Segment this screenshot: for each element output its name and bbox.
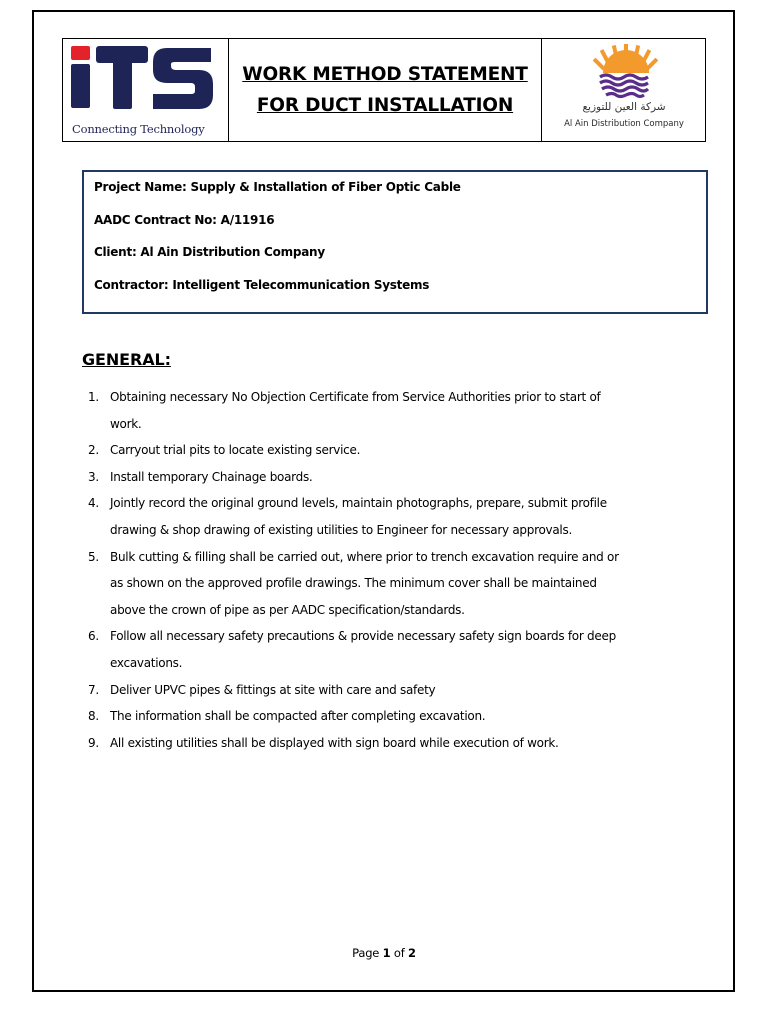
list-item bbox=[82, 437, 682, 464]
aadc-sun-icon bbox=[542, 39, 706, 101]
list-item-number: 5. bbox=[88, 549, 99, 564]
list-item bbox=[82, 730, 682, 757]
list-item-number: 4. bbox=[88, 496, 99, 511]
list-item-continuation bbox=[82, 597, 682, 624]
list-item-continuation bbox=[82, 411, 682, 438]
document-title-line2: FOR DUCT INSTALLATION bbox=[256, 95, 514, 116]
list-item-number: 1. bbox=[88, 390, 99, 404]
list-item-number: 7. bbox=[88, 682, 99, 697]
aadc-arabic-name: شركة العين للتوزيع bbox=[582, 101, 666, 113]
list-item-text: as shown on the approved profile drawings. The minimum cover shall be maintained bbox=[110, 576, 597, 591]
list-item bbox=[82, 544, 682, 571]
list-item-text: above the crown of pipe as per AADC specification/standards. bbox=[110, 602, 465, 617]
contractor-name: Contractor: Intelligent Telecommunication Systems bbox=[94, 277, 430, 292]
its-logo bbox=[63, 39, 229, 141]
list-item-number: 6. bbox=[88, 629, 99, 644]
list-item-number bbox=[82, 597, 110, 624]
list-item-continuation bbox=[82, 570, 682, 597]
document-header bbox=[62, 38, 706, 142]
list-item-continuation bbox=[82, 517, 682, 544]
list-item-text: excavations. bbox=[110, 655, 183, 670]
aadc-english-name: Al Ain Distribution Company bbox=[564, 119, 684, 129]
list-item-number bbox=[82, 570, 110, 597]
list-item-text: Obtaining necessary No Objection Certificate from Service Authorities prior to start of bbox=[110, 390, 601, 404]
list-item-text: Install temporary Chainage boards. bbox=[110, 469, 313, 484]
list-item-text: Jointly record the original ground levels, maintain photographs, prepare, submit profile bbox=[110, 496, 607, 511]
header-title-cell bbox=[229, 39, 542, 141]
list-item-number bbox=[82, 411, 110, 438]
page-footer bbox=[0, 946, 768, 960]
list-item bbox=[82, 703, 682, 730]
list-item bbox=[82, 490, 682, 517]
list-item bbox=[82, 677, 682, 704]
general-heading: GENERAL: bbox=[82, 350, 171, 369]
list-item-continuation bbox=[82, 650, 682, 677]
project-name: Project Name: Supply & Installation of Fiber Optic Cable bbox=[94, 180, 461, 194]
list-item-text: work. bbox=[110, 416, 142, 431]
contract-number: AADC Contract No: A/11916 bbox=[94, 212, 275, 227]
list-item-number: 2. bbox=[88, 443, 99, 458]
list-item-text: Follow all necessary safety precautions & provide necessary safety sign boards for deep bbox=[110, 629, 616, 644]
document-title-line1: WORK METHOD STATEMENT bbox=[242, 64, 528, 85]
list-item-text: Bulk cutting & filling shall be carried out, where prior to trench excavation require and or bbox=[110, 549, 619, 564]
its-logo-mark bbox=[63, 39, 229, 123]
list-item-number: 9. bbox=[88, 735, 99, 750]
general-list bbox=[82, 384, 682, 756]
list-item-number bbox=[82, 517, 110, 544]
aadc-logo bbox=[542, 39, 705, 141]
list-item-text: The information shall be compacted after completing excavation. bbox=[110, 709, 486, 724]
list-item bbox=[82, 623, 682, 650]
list-item-text: All existing utilities shall be displayed with sign board while execution of work. bbox=[110, 735, 559, 750]
client-name: Client: Al Ain Distribution Company bbox=[94, 245, 325, 259]
list-item-text: drawing & shop drawing of existing utilities to Engineer for necessary approvals. bbox=[110, 522, 572, 537]
list-item-number: 3. bbox=[88, 469, 99, 484]
list-item-number: 8. bbox=[88, 709, 99, 724]
list-item bbox=[82, 464, 682, 491]
project-info-box bbox=[82, 170, 708, 314]
its-tagline: Connecting Technology bbox=[72, 122, 205, 136]
list-item bbox=[82, 384, 682, 411]
footer-current-page: 1 bbox=[382, 946, 391, 960]
footer-middle: of bbox=[390, 946, 409, 960]
footer-prefix: Page bbox=[352, 946, 383, 960]
list-item-text: Deliver UPVC pipes & fittings at site with care and safety bbox=[110, 682, 436, 697]
footer-total-pages: 2 bbox=[408, 946, 416, 960]
list-item-number bbox=[82, 650, 110, 677]
list-item-text: Carryout trial pits to locate existing service. bbox=[110, 443, 361, 458]
